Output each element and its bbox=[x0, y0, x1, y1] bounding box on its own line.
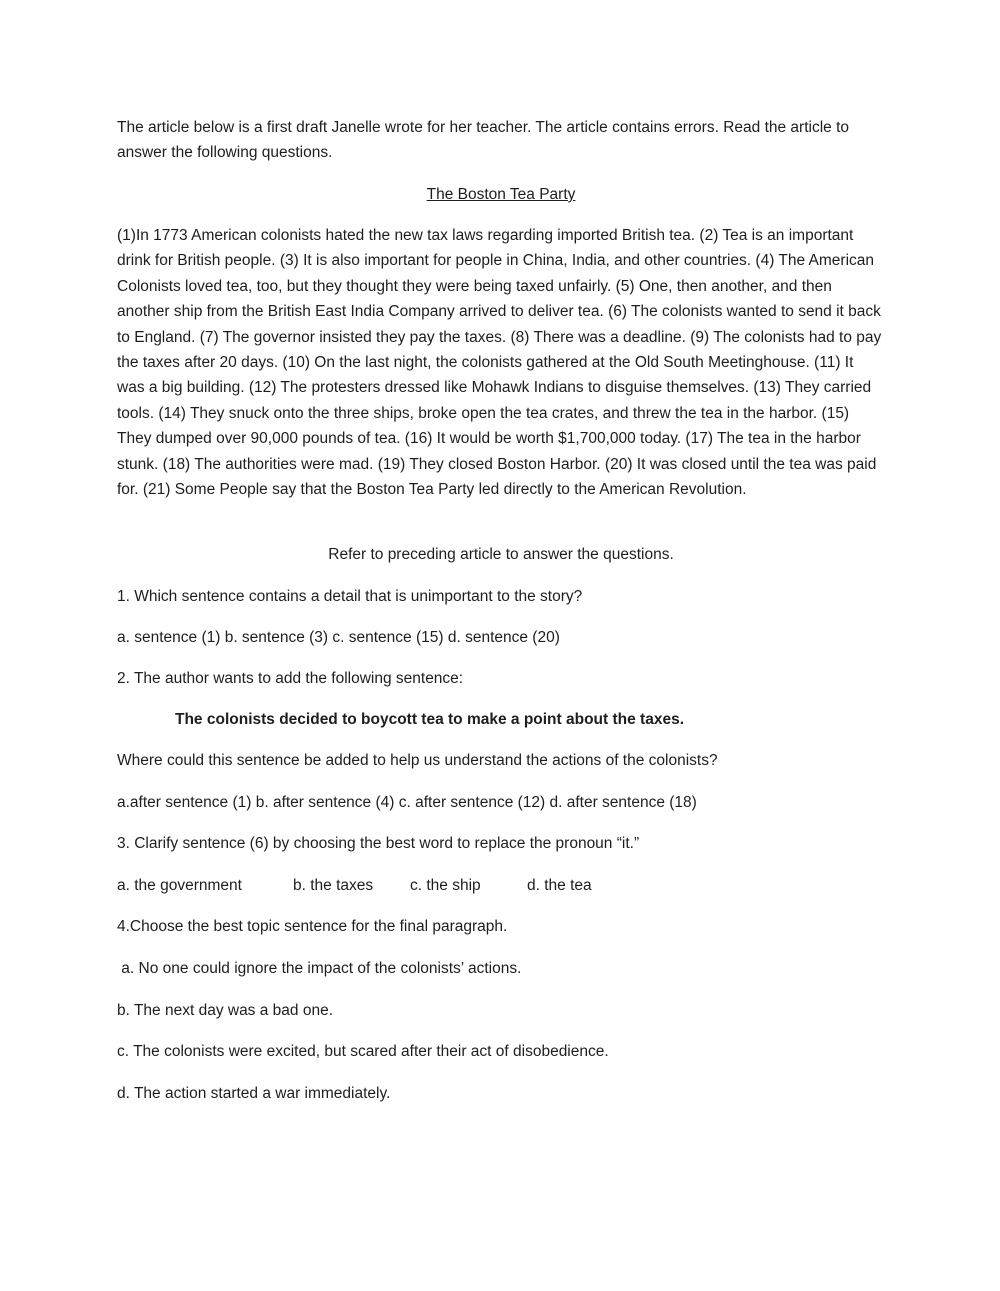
article-title bbox=[117, 182, 885, 207]
article-title-text: The Boston Tea Party bbox=[426, 186, 576, 203]
article-body: (1)In 1773 American colonists hated the new tax laws regarding imported British tea. (2) Tea is an important drink for British people. (3) It is also important for people in China, India, and other countries. (4) The American Colonists loved tea, too, but they thought they were being taxed unfairly. (5) One, then another, and then another ship from the British East India Company arrived to deliver tea. (6) The colonists wanted to send it back to England. (7) The governor insisted they pay the taxes. (8) There was a deadline. (9) The colonists had to pay the taxes after 20 days. (10) On the last night, the colonists gathered at the Old South Meetinghouse. (11) It was a big building. (12) The protesters dressed like Mohawk Indians to disguise themselves. (13) They carried tools. (14) They snuck onto the three ships, broke open the tea crates, and threw the tea in the harbor. (15) They dumped over 90,000 pounds of tea. (16) It would be worth $1,700,000 today. (17) The tea in the harbor stunk. (18) The authorities were mad. (19) They closed Boston Harbor. (20) It was closed until the tea was paid for. (21) Some People say that the Boston Tea Party led directly to the American Revolution. bbox=[117, 227, 882, 499]
question-3-options bbox=[117, 873, 885, 899]
question-4-option-d: d. The action started a war immediately. bbox=[117, 1085, 391, 1102]
question-3: 3. Clarify sentence (6) by choosing the best word to replace the pronoun “it.” bbox=[117, 835, 640, 852]
question-1: 1. Which sentence contains a detail that is unimportant to the story? bbox=[117, 588, 583, 605]
question-2-options: a.after sentence (1) b. after sentence (4) c. after sentence (12) d. after sentence (18) bbox=[117, 794, 697, 811]
question-4: 4.Choose the best topic sentence for the final paragraph. bbox=[117, 918, 508, 935]
question-2-quote: The colonists decided to boycott tea to make a point about the taxes. bbox=[175, 711, 684, 728]
question-4-option-a: a. No one could ignore the impact of the colonists’ actions. bbox=[117, 960, 522, 977]
question-4-option-c: c. The colonists were excited, but scared after their act of disobedience. bbox=[117, 1043, 609, 1060]
question-3-option-a: a. the government bbox=[117, 877, 242, 894]
question-2-prompt: Where could this sentence be added to help us understand the actions of the colonists? bbox=[117, 752, 718, 769]
question-3-option-d: d. the tea bbox=[527, 877, 592, 894]
question-4-option-b: b. The next day was a bad one. bbox=[117, 1002, 334, 1019]
intro-paragraph: The article below is a first draft Janelle wrote for her teacher. The article contains errors. Read the article to answer the following questions. bbox=[117, 119, 849, 162]
question-3-option-c: c. the ship bbox=[410, 877, 481, 894]
question-2: 2. The author wants to add the following sentence: bbox=[117, 670, 464, 687]
refer-instruction: Refer to preceding article to answer the questions. bbox=[328, 546, 674, 563]
question-1-options: a. sentence (1) b. sentence (3) c. sentence (15) d. sentence (20) bbox=[117, 629, 560, 646]
question-3-option-b: b. the taxes bbox=[293, 877, 374, 894]
